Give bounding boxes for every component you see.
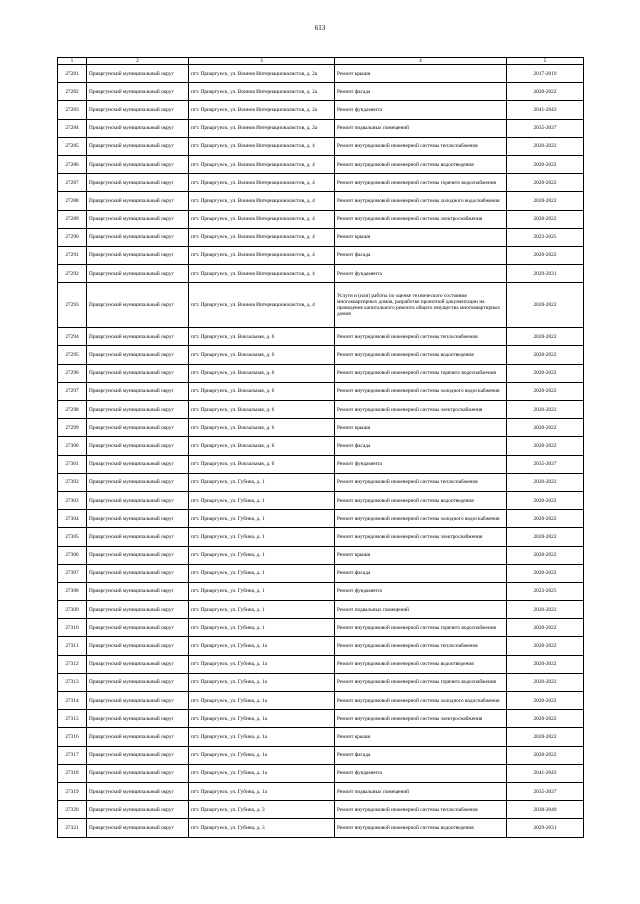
period-cell: 2020-2022 <box>507 692 584 710</box>
municipality-cell: Приаргунский муниципальный округ <box>87 174 189 192</box>
municipality-cell: Приаргунский муниципальный округ <box>87 437 189 455</box>
period-cell: 2041-2043 <box>507 764 584 782</box>
address-cell: пгт. Приаргунск, ул. Губина, д. 1 <box>189 619 335 637</box>
work-type-cell: Ремонт фундамента <box>335 582 507 600</box>
row-number-cell: 27302 <box>58 473 87 491</box>
table-row <box>58 174 584 192</box>
work-type-cell: Ремонт внутридомовой инженерной системы горячего водоснабжения <box>335 619 507 637</box>
table-row <box>58 782 584 800</box>
period-cell: 2020-2022 <box>507 346 584 364</box>
row-number-cell: 27307 <box>58 564 87 582</box>
table-row <box>58 455 584 473</box>
work-type-cell: Ремонт фасада <box>335 437 507 455</box>
address-cell: пгт. Приаргунск, ул. Губина, д. 1а <box>189 655 335 673</box>
period-cell: 2020-2022 <box>507 491 584 509</box>
row-number-cell: 27285 <box>58 137 87 155</box>
municipality-cell: Приаргунский муниципальный округ <box>87 582 189 600</box>
municipality-cell: Приаргунский муниципальный округ <box>87 265 189 283</box>
table-body <box>58 65 584 838</box>
period-cell: 2035-2037 <box>507 455 584 473</box>
address-cell: пгт. Приаргунск, ул. Губина, д. 1 <box>189 601 335 619</box>
work-type-cell: Ремонт крыши <box>335 419 507 437</box>
table-row <box>58 419 584 437</box>
municipality-cell: Приаргунский муниципальный округ <box>87 710 189 728</box>
address-cell: пгт. Приаргунск, ул. Вокзальная, д. 6 <box>189 437 335 455</box>
period-cell: 2038-2040 <box>507 801 584 819</box>
municipality-cell: Приаргунский муниципальный округ <box>87 346 189 364</box>
period-cell: 2020-2022 <box>507 210 584 228</box>
municipality-cell: Приаргунский муниципальный округ <box>87 401 189 419</box>
row-number-cell: 27305 <box>58 528 87 546</box>
address-cell: пгт. Приаргунск, ул. Губина, д. 3 <box>189 801 335 819</box>
period-cell: 2029-2031 <box>507 819 584 837</box>
address-cell: пгт. Приаргунск, ул. Воинов Интернационалистов, д. 4 <box>189 137 335 155</box>
address-cell: пгт. Приаргунск, ул. Воинов Интернационалистов, д. 2а <box>189 65 335 83</box>
address-cell: пгт. Приаргунск, ул. Воинов Интернационалистов, д. 4 <box>189 192 335 210</box>
table-row <box>58 673 584 691</box>
work-type-cell: Ремонт внутридомовой инженерной системы водоотведения <box>335 491 507 509</box>
period-cell: 2020-2022 <box>507 601 584 619</box>
row-number-cell: 27289 <box>58 210 87 228</box>
row-number-cell: 27319 <box>58 782 87 800</box>
row-number-cell: 27321 <box>58 819 87 837</box>
work-type-cell: Ремонт подвальных помещений <box>335 601 507 619</box>
table-row <box>58 746 584 764</box>
municipality-cell: Приаргунский муниципальный округ <box>87 764 189 782</box>
work-type-cell: Ремонт внутридомовой инженерной системы теплоснабжения <box>335 328 507 346</box>
municipality-cell: Приаргунский муниципальный округ <box>87 510 189 528</box>
table-row <box>58 137 584 155</box>
period-cell: 2020-2022 <box>507 419 584 437</box>
address-cell: пгт. Приаргунск, ул. Вокзальная, д. 6 <box>189 401 335 419</box>
municipality-cell: Приаргунский муниципальный округ <box>87 155 189 173</box>
row-number-cell: 27301 <box>58 455 87 473</box>
row-number-cell: 27282 <box>58 83 87 101</box>
period-cell: 2020-2022 <box>507 728 584 746</box>
municipality-cell: Приаргунский муниципальный округ <box>87 137 189 155</box>
address-cell: пгт. Приаргунск, ул. Губина, д. 1 <box>189 582 335 600</box>
row-number-cell: 27294 <box>58 328 87 346</box>
table-row <box>58 582 584 600</box>
address-cell: пгт. Приаргунск, ул. Губина, д. 1а <box>189 746 335 764</box>
work-type-cell: Ремонт внутридомовой инженерной системы электроснабжения <box>335 710 507 728</box>
table-row <box>58 601 584 619</box>
municipality-cell: Приаргунский муниципальный округ <box>87 491 189 509</box>
work-type-cell: Ремонт внутридомовой инженерной системы электроснабжения <box>335 401 507 419</box>
table-row <box>58 473 584 491</box>
page-number: 613 <box>314 24 326 32</box>
row-number-cell: 27298 <box>58 401 87 419</box>
work-type-cell: Ремонт фундамента <box>335 101 507 119</box>
repair-schedule-table <box>57 57 584 838</box>
work-type-cell: Ремонт крыши <box>335 65 507 83</box>
work-type-cell: Ремонт внутридомовой инженерной системы теплоснабжения <box>335 473 507 491</box>
row-number-cell: 27318 <box>58 764 87 782</box>
table-row <box>58 101 584 119</box>
municipality-cell: Приаргунский муниципальный округ <box>87 746 189 764</box>
address-cell: пгт. Приаргунск, ул. Губина, д. 1 <box>189 491 335 509</box>
work-type-cell: Ремонт крыши <box>335 228 507 246</box>
row-number-cell: 27315 <box>58 710 87 728</box>
municipality-cell: Приаргунский муниципальный округ <box>87 192 189 210</box>
work-type-cell: Ремонт фундамента <box>335 764 507 782</box>
row-number-cell: 27292 <box>58 265 87 283</box>
address-cell: пгт. Приаргунск, ул. Губина, д. 1а <box>189 728 335 746</box>
period-cell: 2020-2022 <box>507 546 584 564</box>
municipality-cell: Приаргунский муниципальный округ <box>87 819 189 837</box>
address-cell: пгт. Приаргунск, ул. Вокзальная, д. 6 <box>189 382 335 400</box>
row-number-cell: 27295 <box>58 346 87 364</box>
period-cell: 2023-2025 <box>507 582 584 600</box>
address-cell: пгт. Приаргунск, ул. Воинов Интернационалистов, д. 2а <box>189 83 335 101</box>
period-cell: 2020-2022 <box>507 155 584 173</box>
address-cell: пгт. Приаргунск, ул. Воинов Интернационалистов, д. 2а <box>189 101 335 119</box>
work-type-cell: Ремонт внутридомовой инженерной системы электроснабжения <box>335 210 507 228</box>
work-type-cell: Ремонт внутридомовой инженерной системы электроснабжения <box>335 528 507 546</box>
period-cell: 2020-2022 <box>507 283 584 328</box>
municipality-cell: Приаргунский муниципальный округ <box>87 528 189 546</box>
table-row <box>58 265 584 283</box>
address-cell: пгт. Приаргунск, ул. Воинов Интернационалистов, д. 4 <box>189 265 335 283</box>
work-type-cell: Ремонт фасада <box>335 83 507 101</box>
municipality-cell: Приаргунский муниципальный округ <box>87 673 189 691</box>
table-row <box>58 710 584 728</box>
work-type-cell: Ремонт внутридомовой инженерной системы водоотведения <box>335 155 507 173</box>
address-cell: пгт. Приаргунск, ул. Вокзальная, д. 6 <box>189 346 335 364</box>
period-cell: 2020-2022 <box>507 673 584 691</box>
municipality-cell: Приаргунский муниципальный округ <box>87 692 189 710</box>
period-cell: 2020-2022 <box>507 437 584 455</box>
address-cell: пгт. Приаргунск, ул. Воинов Интернационалистов, д. 4 <box>189 174 335 192</box>
period-cell: 2020-2022 <box>507 328 584 346</box>
work-type-cell: Ремонт фасада <box>335 246 507 264</box>
work-type-cell: Ремонт внутридомовой инженерной системы холодного водоснабжения <box>335 510 507 528</box>
table-row <box>58 192 584 210</box>
municipality-cell: Приаргунский муниципальный округ <box>87 564 189 582</box>
address-cell: пгт. Приаргунск, ул. Воинов Интернационалистов, д. 4 <box>189 228 335 246</box>
municipality-cell: Приаргунский муниципальный округ <box>87 228 189 246</box>
period-cell: 2029-2031 <box>507 265 584 283</box>
address-cell: пгт. Приаргунск, ул. Воинов Интернационалистов, д. 4 <box>189 210 335 228</box>
table-row <box>58 692 584 710</box>
address-cell: пгт. Приаргунск, ул. Воинов Интернационалистов, д. 4 <box>189 155 335 173</box>
municipality-cell: Приаргунский муниципальный округ <box>87 637 189 655</box>
address-cell: пгт. Приаргунск, ул. Губина, д. 1 <box>189 528 335 546</box>
row-number-cell: 27299 <box>58 419 87 437</box>
work-type-cell: Ремонт подвальных помещений <box>335 782 507 800</box>
row-number-cell: 27283 <box>58 101 87 119</box>
address-cell: пгт. Приаргунск, ул. Губина, д. 1 <box>189 510 335 528</box>
municipality-cell: Приаргунский муниципальный округ <box>87 283 189 328</box>
table-row <box>58 637 584 655</box>
period-cell: 2020-2022 <box>507 473 584 491</box>
period-cell: 2020-2022 <box>507 655 584 673</box>
row-number-cell: 27284 <box>58 119 87 137</box>
address-cell: пгт. Приаргунск, ул. Губина, д. 1 <box>189 473 335 491</box>
table-row <box>58 65 584 83</box>
work-type-cell: Ремонт внутридомовой инженерной системы холодного водоснабжения <box>335 692 507 710</box>
municipality-cell: Приаргунский муниципальный округ <box>87 83 189 101</box>
work-type-cell: Ремонт внутридомовой инженерной системы горячего водоснабжения <box>335 364 507 382</box>
row-number-cell: 27291 <box>58 246 87 264</box>
period-cell: 2020-2022 <box>507 619 584 637</box>
municipality-cell: Приаргунский муниципальный округ <box>87 473 189 491</box>
row-number-cell: 27311 <box>58 637 87 655</box>
period-cell: 2035-2037 <box>507 782 584 800</box>
period-cell: 2017-2019 <box>507 65 584 83</box>
table-row <box>58 655 584 673</box>
row-number-cell: 27297 <box>58 382 87 400</box>
address-cell: пгт. Приаргунск, ул. Губина, д. 1а <box>189 692 335 710</box>
row-number-cell: 27317 <box>58 746 87 764</box>
row-number-cell: 27312 <box>58 655 87 673</box>
address-cell: пгт. Приаргунск, ул. Губина, д. 1а <box>189 637 335 655</box>
address-cell: пгт. Приаргунск, ул. Воинов Интернационалистов, д. 4 <box>189 246 335 264</box>
table-row <box>58 546 584 564</box>
municipality-cell: Приаргунский муниципальный округ <box>87 382 189 400</box>
municipality-cell: Приаргунский муниципальный округ <box>87 455 189 473</box>
address-cell: пгт. Приаргунск, ул. Губина, д. 1а <box>189 782 335 800</box>
column-header-3: 3 <box>189 58 335 65</box>
work-type-cell: Ремонт внутридомовой инженерной системы горячего водоснабжения <box>335 174 507 192</box>
row-number-cell: 27281 <box>58 65 87 83</box>
table-row <box>58 564 584 582</box>
table-row <box>58 528 584 546</box>
period-cell: 2020-2022 <box>507 364 584 382</box>
work-type-cell: Ремонт подвальных помещений <box>335 119 507 137</box>
period-cell: 2020-2022 <box>507 382 584 400</box>
column-header-4: 4 <box>335 58 507 65</box>
period-cell: 2020-2022 <box>507 637 584 655</box>
work-type-cell: Услуги и (или) работы по оценке технического состояния многоквартирных домов, разработке проектной документации на проведение капитального ремонта общего имущества многоквартирных домов <box>335 283 507 328</box>
period-cell: 2020-2022 <box>507 192 584 210</box>
table-row <box>58 119 584 137</box>
work-type-cell: Ремонт внутридомовой инженерной системы горячего водоснабжения <box>335 673 507 691</box>
table-row <box>58 510 584 528</box>
row-number-cell: 27304 <box>58 510 87 528</box>
table-row <box>58 491 584 509</box>
table-row <box>58 382 584 400</box>
period-cell: 2020-2022 <box>507 137 584 155</box>
period-cell: 2020-2022 <box>507 246 584 264</box>
table-row <box>58 728 584 746</box>
row-number-cell: 27309 <box>58 601 87 619</box>
row-number-cell: 27288 <box>58 192 87 210</box>
row-number-cell: 27290 <box>58 228 87 246</box>
period-cell: 2020-2022 <box>507 564 584 582</box>
row-number-cell: 27313 <box>58 673 87 691</box>
address-cell: пгт. Приаргунск, ул. Вокзальная, д. 6 <box>189 419 335 437</box>
address-cell: пгт. Приаргунск, ул. Воинов Интернационалистов, д. 2а <box>189 119 335 137</box>
period-cell: 2035-2037 <box>507 119 584 137</box>
table-row <box>58 228 584 246</box>
row-number-cell: 27296 <box>58 364 87 382</box>
work-type-cell: Ремонт внутридомовой инженерной системы теплоснабжения <box>335 637 507 655</box>
period-cell: 2020-2022 <box>507 401 584 419</box>
address-cell: пгт. Приаргунск, ул. Воинов Интернационалистов, д. 4 <box>189 283 335 328</box>
table-row <box>58 210 584 228</box>
table-row <box>58 346 584 364</box>
work-type-cell: Ремонт крыши <box>335 728 507 746</box>
municipality-cell: Приаргунский муниципальный округ <box>87 210 189 228</box>
row-number-cell: 27287 <box>58 174 87 192</box>
period-cell: 2020-2022 <box>507 528 584 546</box>
address-cell: пгт. Приаргунск, ул. Губина, д. 1а <box>189 673 335 691</box>
municipality-cell: Приаргунский муниципальный округ <box>87 601 189 619</box>
work-type-cell: Ремонт внутридомовой инженерной системы холодного водоснабжения <box>335 382 507 400</box>
table-row <box>58 437 584 455</box>
table-row <box>58 401 584 419</box>
row-number-cell: 27303 <box>58 491 87 509</box>
address-cell: пгт. Приаргунск, ул. Вокзальная, д. 6 <box>189 455 335 473</box>
work-type-cell: Ремонт внутридомовой инженерной системы теплоснабжения <box>335 137 507 155</box>
row-number-cell: 27286 <box>58 155 87 173</box>
municipality-cell: Приаргунский муниципальный округ <box>87 246 189 264</box>
period-cell: 2020-2022 <box>507 510 584 528</box>
period-cell: 2041-2043 <box>507 101 584 119</box>
period-cell: 2020-2022 <box>507 83 584 101</box>
column-header-2: 2 <box>87 58 189 65</box>
municipality-cell: Приаргунский муниципальный округ <box>87 364 189 382</box>
work-type-cell: Ремонт фасада <box>335 746 507 764</box>
table-row <box>58 801 584 819</box>
row-number-cell: 27320 <box>58 801 87 819</box>
municipality-cell: Приаргунский муниципальный округ <box>87 65 189 83</box>
address-cell: пгт. Приаргунск, ул. Губина, д. 1а <box>189 764 335 782</box>
row-number-cell: 27308 <box>58 582 87 600</box>
municipality-cell: Приаргунский муниципальный округ <box>87 655 189 673</box>
address-cell: пгт. Приаргунск, ул. Вокзальная, д. 6 <box>189 328 335 346</box>
period-cell: 2020-2022 <box>507 746 584 764</box>
work-type-cell: Ремонт внутридомовой инженерной системы водоотведения <box>335 819 507 837</box>
row-number-cell: 27316 <box>58 728 87 746</box>
address-cell: пгт. Приаргунск, ул. Губина, д. 1 <box>189 546 335 564</box>
period-cell: 2020-2022 <box>507 710 584 728</box>
table-row <box>58 619 584 637</box>
column-header-1: 1 <box>58 58 87 65</box>
work-type-cell: Ремонт внутридомовой инженерной системы водоотведения <box>335 655 507 673</box>
work-type-cell: Ремонт внутридомовой инженерной системы водоотведения <box>335 346 507 364</box>
municipality-cell: Приаргунский муниципальный округ <box>87 119 189 137</box>
work-type-cell: Ремонт фасада <box>335 564 507 582</box>
municipality-cell: Приаргунский муниципальный округ <box>87 782 189 800</box>
row-number-cell: 27310 <box>58 619 87 637</box>
municipality-cell: Приаргунский муниципальный округ <box>87 328 189 346</box>
table-row <box>58 155 584 173</box>
work-type-cell: Ремонт крыши <box>335 546 507 564</box>
table-row <box>58 283 584 328</box>
municipality-cell: Приаргунский муниципальный округ <box>87 801 189 819</box>
municipality-cell: Приаргунский муниципальный округ <box>87 619 189 637</box>
table-row <box>58 364 584 382</box>
work-type-cell: Ремонт внутридомовой инженерной системы теплоснабжения <box>335 801 507 819</box>
period-cell: 2023-2025 <box>507 228 584 246</box>
row-number-cell: 27293 <box>58 283 87 328</box>
column-header-5: 5 <box>507 58 584 65</box>
address-cell: пгт. Приаргунск, ул. Губина, д. 1а <box>189 710 335 728</box>
table-row <box>58 819 584 837</box>
municipality-cell: Приаргунский муниципальный округ <box>87 419 189 437</box>
row-number-cell: 27314 <box>58 692 87 710</box>
address-cell: пгт. Приаргунск, ул. Губина, д. 3 <box>189 819 335 837</box>
address-cell: пгт. Приаргунск, ул. Вокзальная, д. 6 <box>189 364 335 382</box>
table-row <box>58 83 584 101</box>
work-type-cell: Ремонт фундамента <box>335 265 507 283</box>
table-row <box>58 246 584 264</box>
row-number-cell: 27306 <box>58 546 87 564</box>
municipality-cell: Приаргунский муниципальный округ <box>87 728 189 746</box>
period-cell: 2020-2022 <box>507 174 584 192</box>
table-header-row <box>58 58 584 65</box>
work-type-cell: Ремонт фундамента <box>335 455 507 473</box>
table-row <box>58 328 584 346</box>
address-cell: пгт. Приаргунск, ул. Губина, д. 1 <box>189 564 335 582</box>
table-row <box>58 764 584 782</box>
municipality-cell: Приаргунский муниципальный округ <box>87 546 189 564</box>
row-number-cell: 27300 <box>58 437 87 455</box>
municipality-cell: Приаргунский муниципальный округ <box>87 101 189 119</box>
work-type-cell: Ремонт внутридомовой инженерной системы холодного водоснабжения <box>335 192 507 210</box>
